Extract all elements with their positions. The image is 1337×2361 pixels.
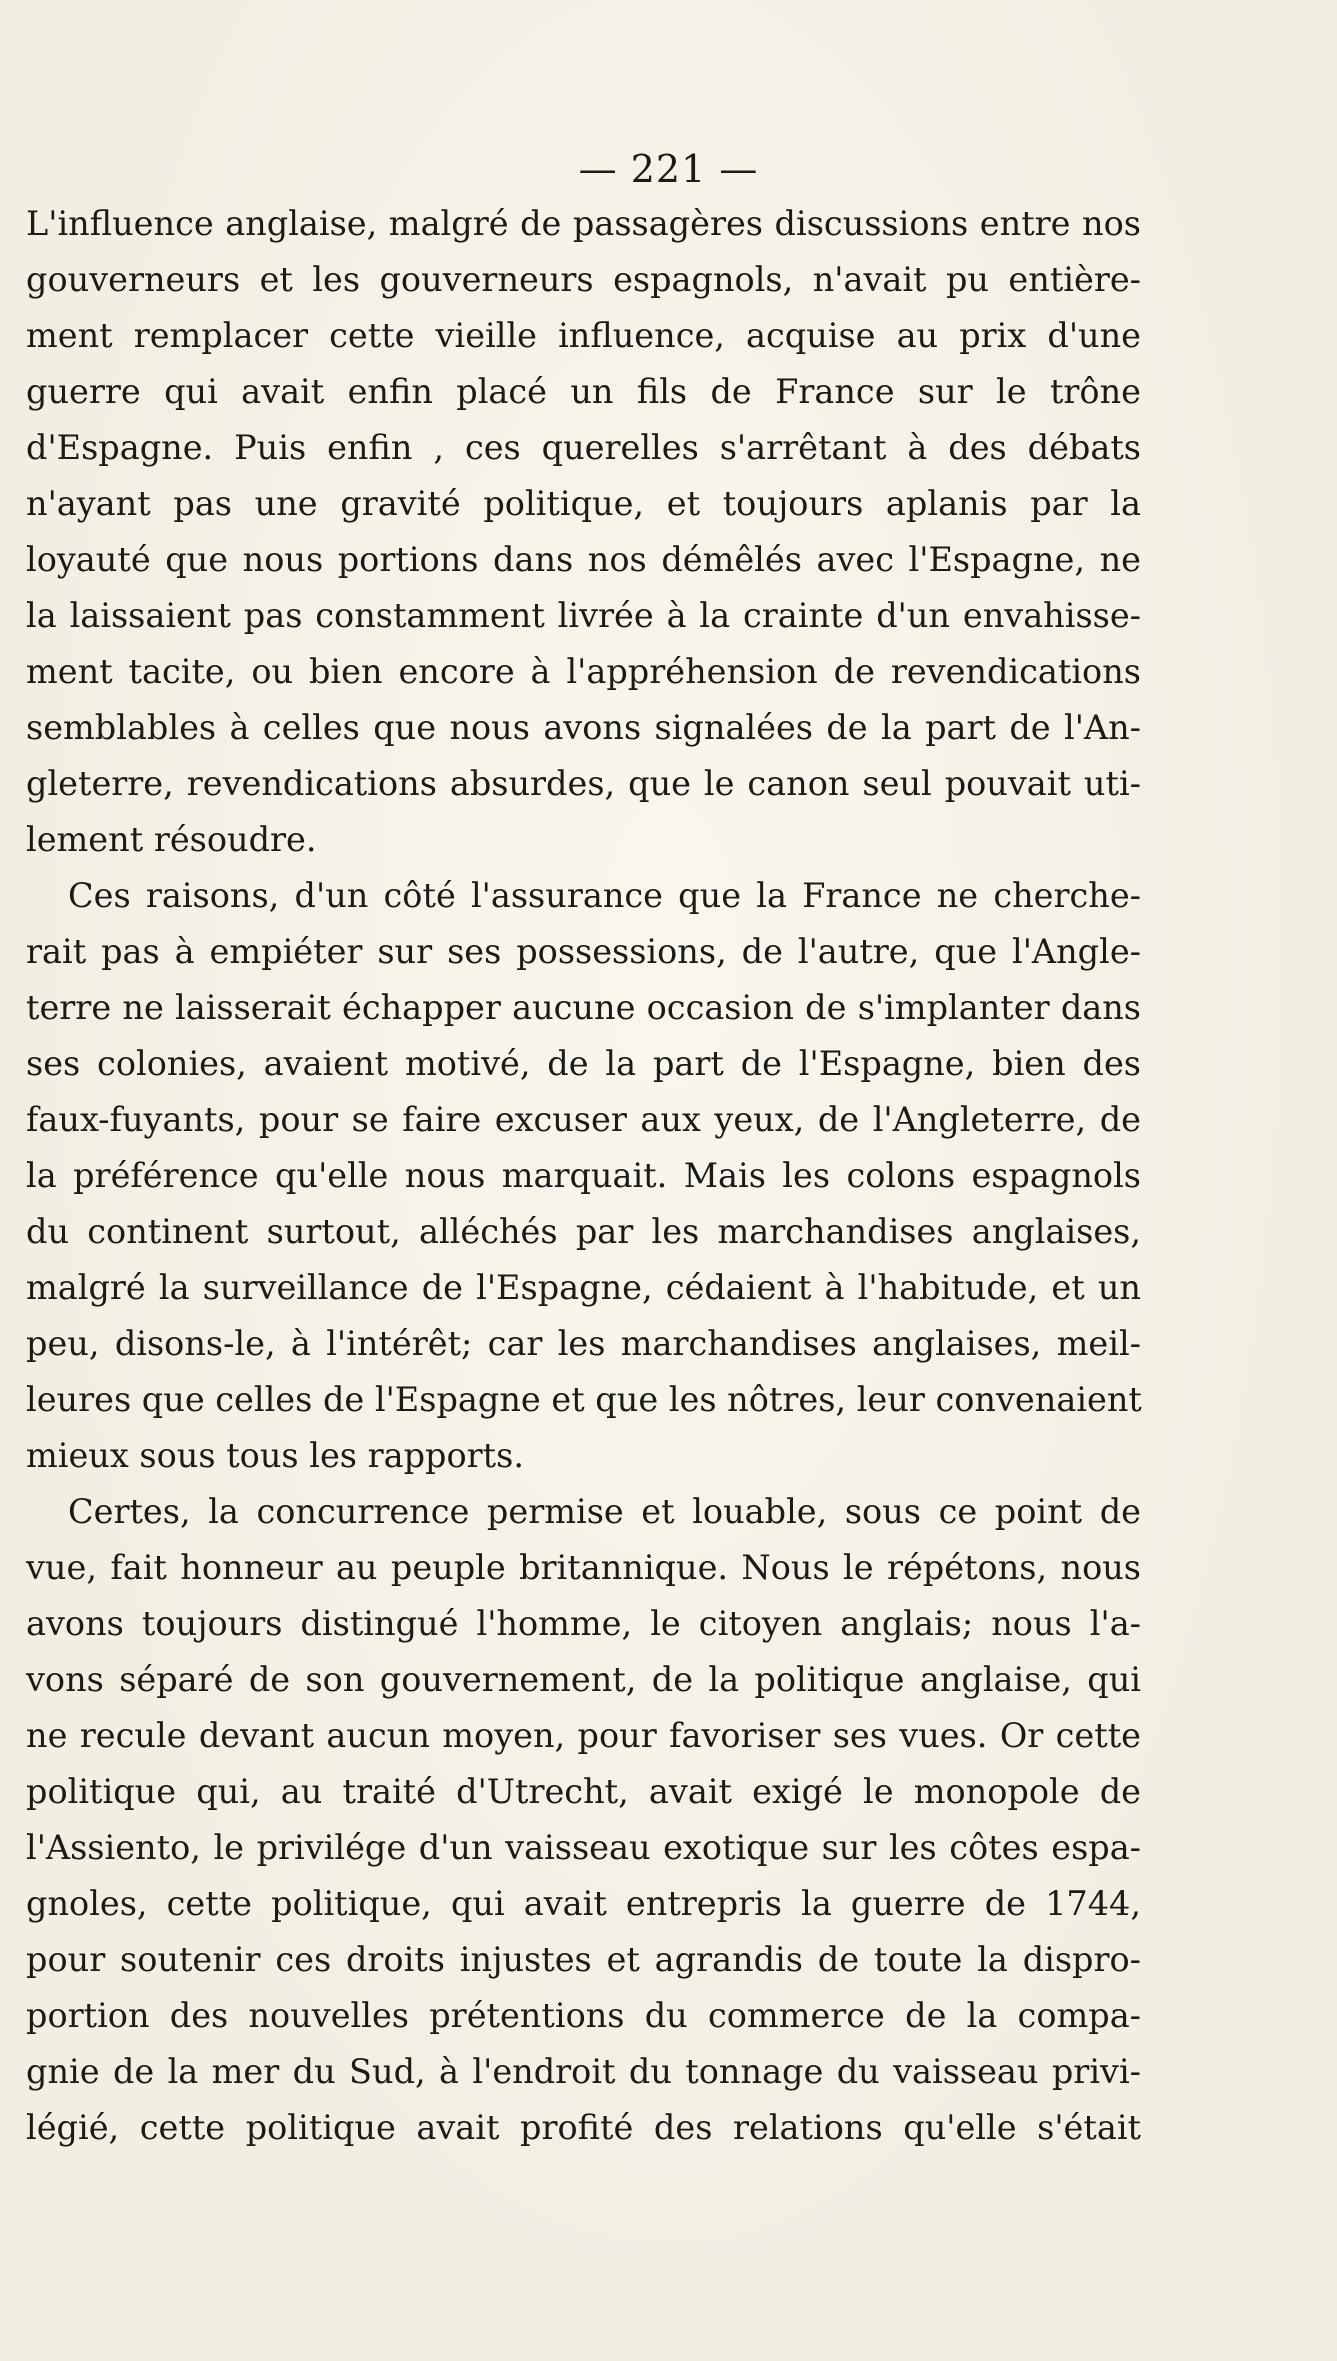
text-line: rait pas à empiéter sur ses possessions, de l'autre, que l'Angle- [26, 932, 1141, 971]
text-line: peu, disons-le, à l'intérêt; car les marchandises anglaises, meil- [26, 1324, 1141, 1363]
text-line: faux-fuyants, pour se faire excuser aux yeux, de l'Angleterre, de [26, 1100, 1141, 1139]
page-number: — 221 — [578, 147, 759, 191]
text-line: mieux sous tous les rapports. [26, 1436, 524, 1475]
text-line: ses colonies, avaient motivé, de la part de l'Espagne, bien des [26, 1044, 1141, 1083]
text-line: la préférence qu'elle nous marquait. Mais les colons espagnols [26, 1156, 1141, 1195]
paragraph-3 [26, 1484, 1141, 2156]
text-line: ne recule devant aucun moyen, pour favoriser ses vues. Or cette [26, 1716, 1141, 1755]
text-line: leures que celles de l'Espagne et que les nôtres, leur convenaient [26, 1380, 1142, 1419]
text-line: l'Assiento, le privilége d'un vaisseau exotique sur les côtes espa- [26, 1828, 1141, 1867]
text-line: guerre qui avait enfin placé un fils de France sur le trône [26, 372, 1141, 411]
text-line: terre ne laisserait échapper aucune occasion de s'implanter dans [26, 988, 1141, 1027]
text-line: loyauté que nous portions dans nos démêlés avec l'Espagne, ne [26, 540, 1141, 579]
text-line: n'ayant pas une gravité politique, et toujours aplanis par la [26, 484, 1141, 523]
text-line: la laissaient pas constamment livrée à la crainte d'un envahisse- [26, 596, 1141, 635]
paragraph-1 [26, 196, 1141, 868]
text-line: du continent surtout, alléchés par les marchandises anglaises, [26, 1212, 1141, 1251]
text-line: avons toujours distingué l'homme, le citoyen anglais; nous l'a- [26, 1604, 1141, 1643]
text-line: légié, cette politique avait profité des relations qu'elle s'était [26, 2108, 1141, 2147]
body-text [26, 196, 1141, 2156]
text-line: pour soutenir ces droits injustes et agrandis de toute la dispro- [26, 1940, 1141, 1979]
text-line: vons séparé de son gouvernement, de la politique anglaise, qui [26, 1660, 1141, 1699]
text-line: gnie de la mer du Sud, à l'endroit du tonnage du vaisseau privi- [26, 2052, 1141, 2091]
text-line: politique qui, au traité d'Utrecht, avait exigé le monopole de [26, 1772, 1141, 1811]
text-line: ment tacite, ou bien encore à l'appréhension de revendications [26, 652, 1141, 691]
text-line: vue, fait honneur au peuple britannique. Nous le répétons, nous [26, 1548, 1141, 1587]
paragraph-2 [26, 868, 1141, 1484]
text-line: L'influence anglaise, malgré de passagères discussions entre nos [26, 204, 1141, 243]
text-line: portion des nouvelles prétentions du commerce de la compa- [26, 1996, 1141, 2035]
text-line: gouverneurs et les gouverneurs espagnols, n'avait pu entière- [26, 260, 1141, 299]
text-line: semblables à celles que nous avons signalées de la part de l'An- [26, 708, 1141, 747]
text-line: Certes, la concurrence permise et louable, sous ce point de [68, 1492, 1141, 1531]
text-line: gleterre, revendications absurdes, que le canon seul pouvait uti- [26, 764, 1141, 803]
text-line: d'Espagne. Puis enfin , ces querelles s'arrêtant à des débats [26, 428, 1141, 467]
text-line: Ces raisons, d'un côté l'assurance que la France ne cherche- [68, 876, 1141, 915]
text-line: malgré la surveillance de l'Espagne, cédaient à l'habitude, et un [26, 1268, 1141, 1307]
text-line: ment remplacer cette vieille influence, acquise au prix d'une [26, 316, 1141, 355]
text-line: lement résoudre. [26, 820, 317, 859]
text-line: gnoles, cette politique, qui avait entrepris la guerre de 1744, [26, 1884, 1141, 1923]
